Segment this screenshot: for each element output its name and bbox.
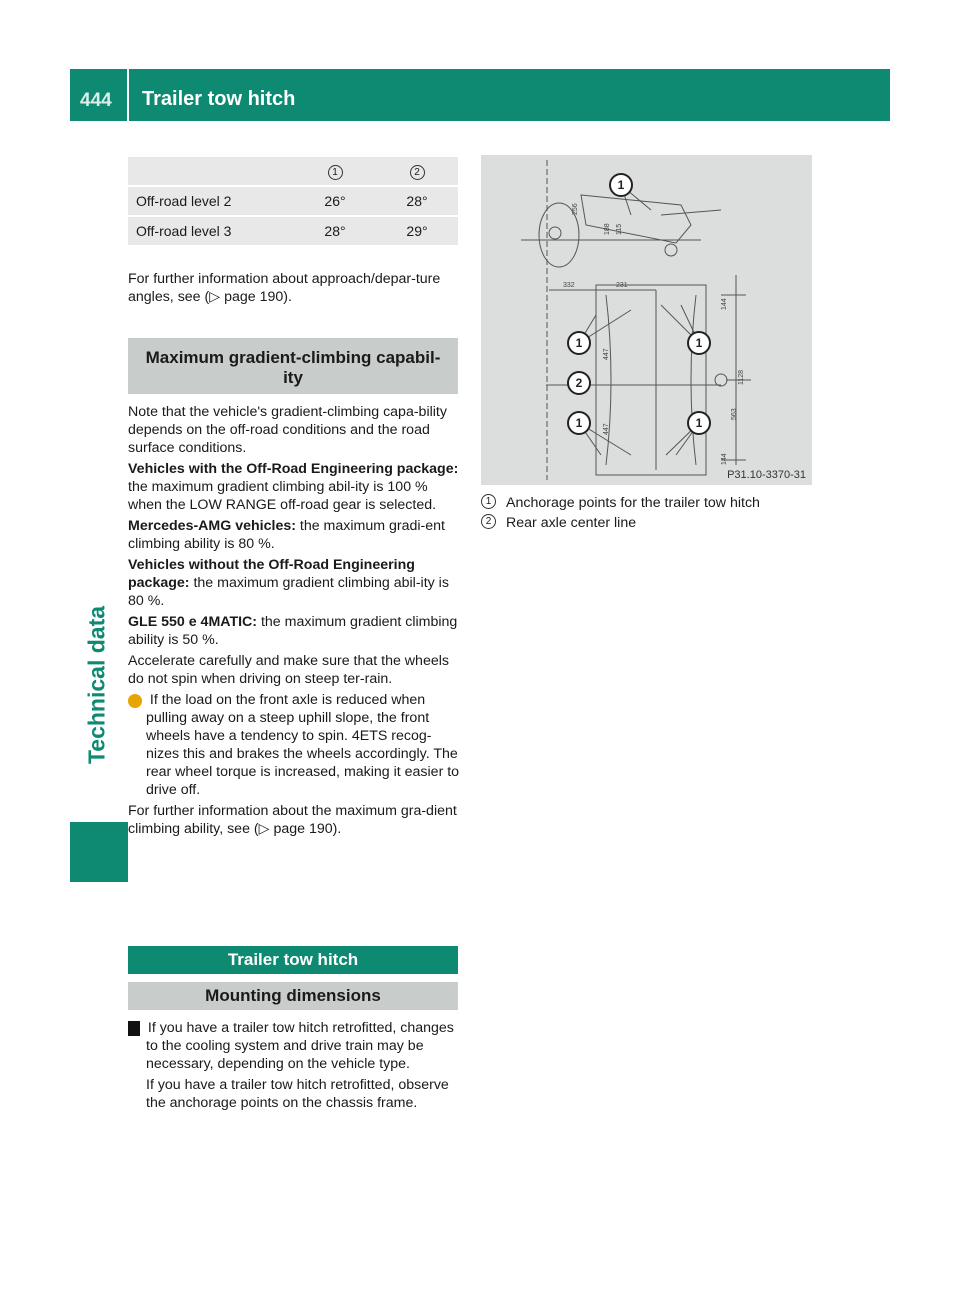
info-icon: i: [128, 694, 142, 708]
gradient-section-body: [123, 403, 461, 841]
header-divider: [127, 69, 129, 121]
legend-text: Rear axle center line: [506, 515, 637, 531]
warning-icon: !: [128, 1021, 140, 1036]
callout-2-icon: 2: [410, 165, 425, 180]
side-section-label: [84, 560, 110, 810]
dimension-label: 231: [616, 282, 628, 289]
table-cell-label: Off-road level 3: [128, 217, 294, 245]
dimension-label: 256: [572, 203, 579, 215]
table-header-2: [376, 157, 458, 185]
gradient-heading-text: Maximum gradient-climbing capabil-ity: [145, 348, 441, 387]
gradient-item-label: Vehicles without the Off-Road Engineering package:: [128, 557, 415, 591]
gradient-item: [128, 460, 461, 514]
approach-note-text: For further information about approach/depar-ture angles, see (▷ page 190).: [128, 271, 441, 305]
header-title: Trailer tow hitch: [142, 88, 296, 110]
table-row: [128, 217, 458, 245]
callout-label: 2: [575, 376, 583, 390]
gradient-item: [128, 613, 461, 649]
table-cell-value: 29°: [376, 217, 458, 245]
dimension-label: 144: [721, 453, 728, 465]
info-note: [123, 691, 461, 799]
dimension-label: 447: [603, 348, 610, 360]
warning-text-2: If you have a trailer tow hitch retrofitted, observe the anchorage points on the chassis frame.: [146, 1077, 449, 1111]
callout-label: 1: [575, 416, 583, 430]
warning-note: [123, 1019, 461, 1073]
dimension-label: 144: [721, 298, 728, 310]
dimension-label: 188: [604, 223, 611, 235]
callout-label: 1: [695, 416, 703, 430]
tow-hitch-diagram: [481, 155, 812, 485]
tow-warning-block: [123, 1019, 461, 1115]
approach-note: [128, 270, 461, 309]
figure-legend: [481, 494, 821, 532]
gradient-further-note: For further information about the maximum gra-dient climbing ability, see (▷ page 190).: [128, 803, 457, 837]
dimension-label: 1128: [738, 369, 745, 385]
dimension-label: 563: [731, 408, 738, 420]
gradient-item-label: Vehicles with the Off-Road Engineering package:: [128, 461, 459, 477]
gradient-section-heading: [128, 338, 458, 394]
page-header: [70, 69, 890, 121]
legend-item: [481, 494, 821, 512]
offroad-angle-table: [128, 155, 458, 247]
gradient-item-text: the maximum gradient climbing ability is 50 %.: [128, 614, 458, 648]
gradient-item: [128, 517, 461, 553]
table-header-1: [294, 157, 376, 185]
dimension-label: 447: [603, 423, 610, 435]
mounting-dimensions-heading: [128, 982, 458, 1010]
gradient-item-label: GLE 550 e 4MATIC:: [128, 614, 258, 630]
side-label-text: Technical data: [83, 605, 110, 765]
legend-callout-1-icon: 1: [481, 494, 496, 509]
page-number: 444: [80, 90, 112, 111]
tow-hitch-section-heading: [128, 946, 458, 974]
gradient-item-text: the maximum gradient climbing abil-ity is 100 % when the LOW RANGE off-road gear is selected.: [128, 479, 437, 513]
legend-callout-2-icon: 2: [481, 514, 496, 529]
callout-label: 1: [617, 178, 625, 192]
table-header-empty: [128, 157, 294, 185]
callout-1-icon: 1: [328, 165, 343, 180]
warning-text-1: If you have a trailer tow hitch retrofitted, changes to the cooling system and drive train may be necessary, depending on the vehicle type.: [146, 1020, 454, 1072]
dimension-label: 332: [563, 282, 575, 289]
table-cell-value: 28°: [294, 217, 376, 245]
callout-label: 1: [575, 336, 583, 350]
dimension-label: 115: [616, 223, 623, 235]
gradient-intro: Note that the vehicle's gradient-climbing capa-bility depends on the off-road conditions and the road surface conditions.: [128, 404, 447, 456]
table-header-row: [128, 157, 458, 185]
table-cell-value: 26°: [294, 187, 376, 215]
gradient-item-text: the maximum gradi-ent climbing ability is 80 %.: [128, 518, 445, 552]
accelerate-note: Accelerate carefully and make sure that the wheels do not spin when driving on steep ter-rain.: [128, 653, 449, 687]
table-row: [128, 187, 458, 215]
mounting-heading-text: Mounting dimensions: [205, 986, 381, 1005]
legend-item: [481, 514, 821, 532]
table-cell-value: 28°: [376, 187, 458, 215]
legend-text: Anchorage points for the trailer tow hitch: [506, 495, 760, 511]
gradient-item-text: the maximum gradient climbing abil-ity is 80 %.: [128, 575, 449, 609]
diagram-svg: [481, 155, 812, 485]
gradient-item-label: Mercedes-AMG vehicles:: [128, 518, 296, 534]
callout-label: 1: [695, 336, 703, 350]
figure-code: P31.10-3370-31: [727, 469, 806, 481]
side-tab-block: [70, 822, 128, 882]
gradient-item: [128, 556, 461, 610]
info-note-text: If the load on the front axle is reduced when pulling away on a steep uphill slope, the front wheels have a tendency to spin. 4ETS recog-nizes this and brakes the wheels accordingly. The rear wheel torque is increased, making it easier to drive off.: [146, 692, 460, 798]
tow-heading-text: Trailer tow hitch: [227, 950, 359, 969]
table-cell-label: Off-road level 2: [128, 187, 294, 215]
